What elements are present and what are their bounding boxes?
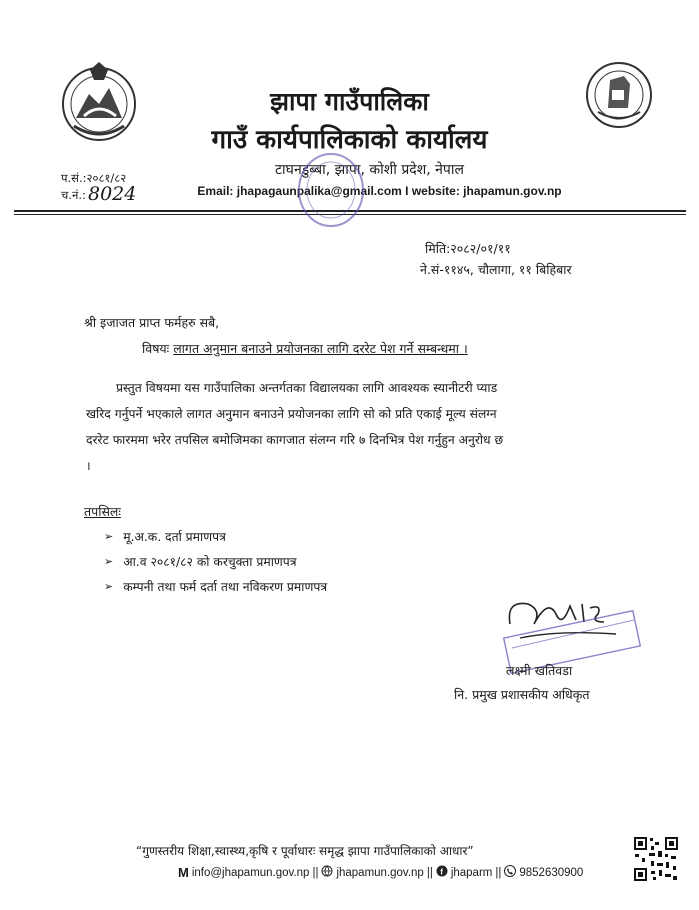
office-name: गाउँ कार्यपालिकाको कार्यालय bbox=[211, 125, 488, 155]
date-nepal-sambat: ने.सं-११४५, चौलागा, ११ बिहिबार bbox=[420, 262, 572, 277]
list-item: ➢ मू.अ.क. दर्ता प्रमाणपत्र bbox=[104, 530, 226, 544]
body-paragraph bbox=[86, 375, 606, 479]
chn-label: च.नं.: bbox=[61, 188, 86, 202]
subject-label: विषयः bbox=[142, 341, 170, 356]
footer-email: info@jhapamun.gov.np bbox=[191, 866, 310, 879]
recipient: श्री इजाजत प्राप्त फर्महरु सबै, bbox=[84, 315, 220, 330]
footer-phone: 9852630900 bbox=[519, 866, 584, 879]
tapasil-heading: तपसिलः bbox=[84, 504, 121, 519]
phone-icon bbox=[504, 865, 516, 880]
list-item: ➢ कम्पनी तथा फर्म दर्ता तथा नविकरण प्रमाणपत्र bbox=[104, 580, 328, 594]
svg-text:f: f bbox=[440, 867, 443, 877]
body-line: प्रस्तुत विषयमा यस गाउँपालिका अन्तर्गतका विद्यालयका लागि आवश्यक स्यानीटरी प्याड bbox=[116, 381, 498, 395]
footer-contacts: M info@jhapamun.gov.np || jhapamun.gov.np || f jhaparm || 9852630900 bbox=[178, 865, 584, 880]
globe-icon bbox=[321, 865, 333, 880]
list-item: ➢ आ.व २०८१/८२ को करचुक्ता प्रमाणपत्र bbox=[104, 555, 297, 569]
tapasil-list bbox=[104, 528, 327, 595]
subject-text: लागत अनुमान बनाउने प्रयोजनका लागि दररेट पेश गर्ने सम्बन्धमा । bbox=[173, 341, 468, 356]
signature-icon bbox=[498, 584, 648, 674]
chn-handwritten-number: 8024 bbox=[88, 183, 137, 205]
subject-line bbox=[142, 340, 468, 357]
office-stamp-icon bbox=[296, 150, 366, 230]
facebook-icon bbox=[436, 865, 448, 880]
mail-icon: M bbox=[178, 865, 189, 880]
signatory-designation: नि. प्रमुख प्रशासकीय अधिकृत bbox=[454, 687, 590, 702]
footer-facebook: jhaparm bbox=[450, 866, 493, 879]
footer-motto: “गुणस्तरीय शिक्षा,स्वास्थ्य,कृषि र पूर्वाधारः समृद्ध झापा गाउँपालिकाको आधार” bbox=[136, 844, 474, 858]
date-miti: मिति:२०८२/०१/११ bbox=[425, 241, 511, 256]
arrow-bullet-icon: ➢ bbox=[104, 555, 114, 568]
body-line: । bbox=[86, 459, 91, 473]
office-address: टाघनडुब्बा, झापा, कोशी प्रदेश, नेपाल bbox=[275, 162, 464, 178]
signatory-name: लक्ष्मी खतिवडा bbox=[506, 663, 573, 678]
body-line: दररेट फारममा भरेर तपसिल बमोजिमका कागजात संलग्न गरि ७ दिनभित्र पेश गर्नुहुन अनुरोध छ bbox=[86, 433, 504, 447]
body-line: खरिद गर्नुपर्ने भएकाले लागत अनुमान बनाउने प्रयोजनका लागि सो को प्रति एकाई मूल्य संलग्न bbox=[86, 407, 497, 421]
contact-line: Email: jhapagaunpalika@gmail.com I website: jhapamun.gov.np bbox=[197, 184, 562, 198]
footer-website: jhapamun.gov.np bbox=[336, 866, 424, 879]
arrow-bullet-icon: ➢ bbox=[104, 530, 114, 543]
municipality-name: झापा गाउँपालिका bbox=[270, 87, 429, 116]
arrow-bullet-icon: ➢ bbox=[104, 580, 114, 593]
qr-code-icon bbox=[633, 836, 679, 882]
ps-number: प.सं.:२०८१/८२ bbox=[61, 171, 127, 185]
